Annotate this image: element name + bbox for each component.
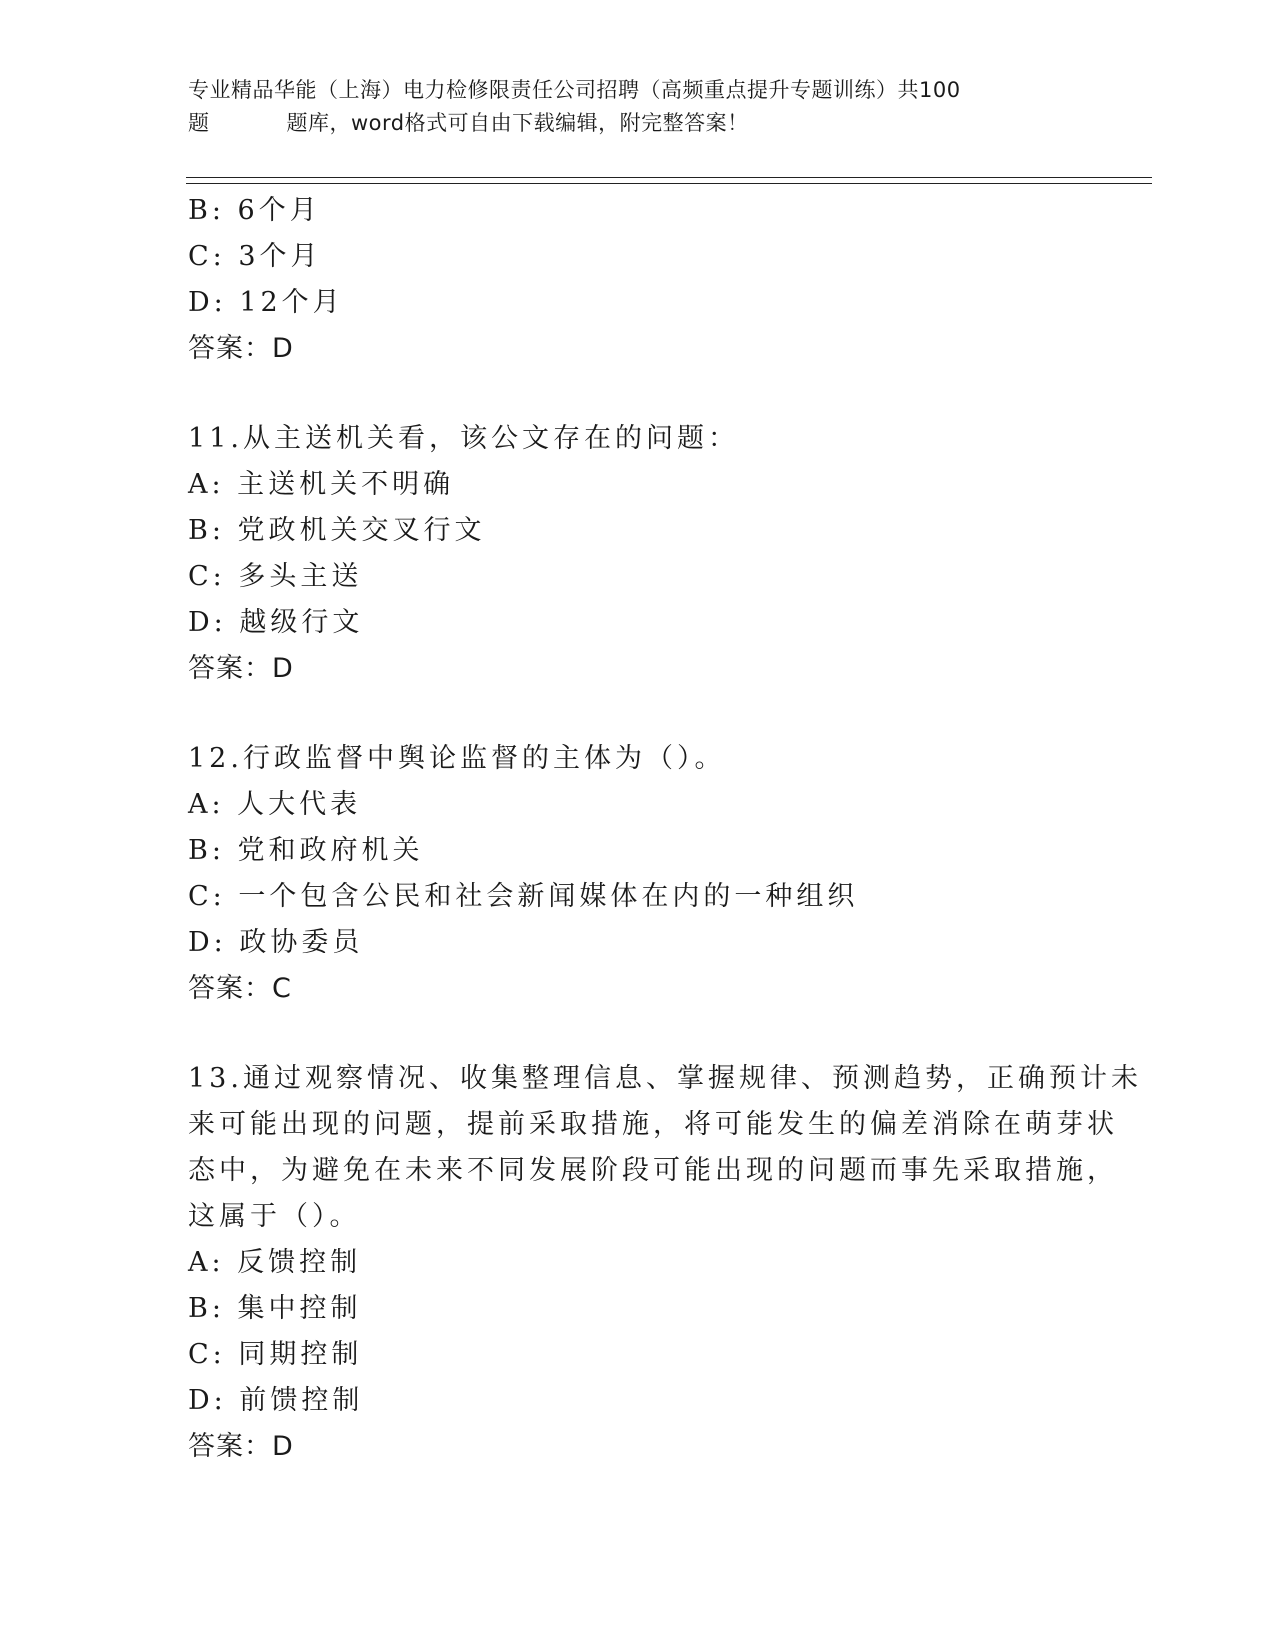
question-stem-line-1: 13.通过观察情况、收集整理信息、掌握规律、预测趋势，正确预计未 (188, 1063, 1142, 1094)
question-13 (188, 1056, 1142, 1470)
answer-line: 答案：D (188, 1431, 294, 1462)
option-c: C: 一个包含公民和社会新闻媒体在内的一种组织 (188, 881, 859, 912)
option-d: D: 政协委员 (188, 927, 364, 958)
question-12 (188, 736, 1088, 1012)
header-gap (210, 107, 287, 140)
question-11 (188, 416, 1088, 692)
spacer (188, 372, 1088, 416)
header-title-line-1: 专业精品华能（上海）电力检修限责任公司招聘（高频重点提升专题训练）共100 (188, 78, 961, 102)
option-d: D: 越级行文 (188, 607, 364, 638)
option-a: A: 主送机关不明确 (188, 469, 455, 500)
spacer (188, 1012, 1088, 1056)
question-stem-line-4: 这属于（）。 (188, 1201, 361, 1232)
header-line2-text: 题库，word格式可自由下载编辑，附完整答案！ (286, 111, 749, 135)
answer-line: 答案：D (188, 333, 294, 364)
option-a: A: 反馈控制 (188, 1247, 362, 1278)
option-a: A: 人大代表 (188, 789, 362, 820)
question-stem-line-3: 态中，为避免在未来不同发展阶段可能出现的问题而事先采取措施， (188, 1155, 1118, 1186)
option-c: C: 3个月 (188, 241, 322, 272)
option-c: C: 同期控制 (188, 1339, 363, 1370)
option-d: D: 前馈控制 (188, 1385, 364, 1416)
question-list (188, 188, 1142, 1470)
answer-line: 答案：D (188, 653, 294, 684)
question-10-tail (188, 188, 1088, 372)
spacer (188, 692, 1088, 736)
option-c: C: 多头主送 (188, 561, 363, 592)
document-header (188, 74, 1088, 140)
option-b: B: 党和政府机关 (188, 835, 424, 866)
header-title-line-2 (188, 107, 1088, 140)
option-b: B: 集中控制 (188, 1293, 362, 1324)
question-stem-line-2: 来可能出现的问题，提前采取措施，将可能发生的偏差消除在萌芽状 (188, 1109, 1118, 1140)
option-b: B: 6个月 (188, 195, 321, 226)
question-stem: 11.从主送机关看，该公文存在的问题： (188, 423, 739, 454)
header-line2-prefix: 题 (188, 111, 210, 135)
header-divider-bottom (186, 183, 1152, 184)
option-d: D: 12个月 (188, 287, 344, 318)
header-divider-top (186, 177, 1152, 178)
option-b: B: 党政机关交叉行文 (188, 515, 486, 546)
question-stem: 12.行政监督中舆论监督的主体为（）。 (188, 743, 726, 774)
answer-line: 答案：C (188, 973, 292, 1004)
